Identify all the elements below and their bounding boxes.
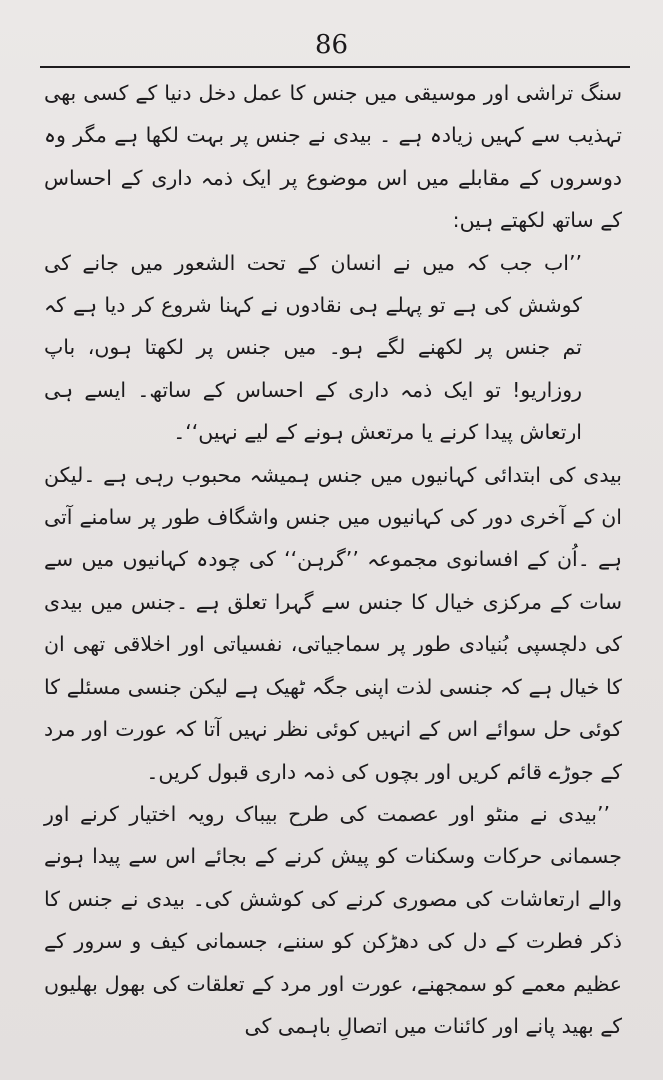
paragraph-comparison: ’’بیدی نے منٹو اور عصمت کی طرح بیباک رویہ اختیار کرنے اور جسمانی حرکات وسکنات کو پیش کرنے کے بجائے اس سے پیدا ہونے والے ارتعاشات کی مصوری کرنے کی کوشش کی۔ بیدی نے جنس کا ذکر فطرت کے دل کی دھڑکن کو سننے، جسمانی کیف و سرور کے عظیم معمے کو سمجھنے، عورت اور مرد کے تعلقات کی بھول بھلیوں کے بھید پانے اور کائنات میں اتصالِ باہمی کی — [44, 801, 622, 1038]
page-number: 86 — [314, 30, 349, 60]
paragraph-intro: سنگ تراشی اور موسیقی میں جنس کا عمل دخل دنیا کے کسی بھی تہذیب سے کہیں زیادہ ہے ۔ بیدی نے جنس پر بہت لکھا ہے مگر وہ دوسروں کے مقابلے میں اس موضوع پر ایک ذمہ داری کے احساس کے ساتھ لکھتے ہیں: — [44, 81, 622, 233]
page-text — [44, 72, 622, 1047]
paragraph-early-stories: بیدی کی ابتدائی کہانیوں میں جنس ہمیشہ محبوب رہی ہے ۔لیکن ان کے آخری دور کی کہانیوں میں جنس واشگاف طور پر سامنے آتی ہے ۔اُن کے افسانوی مجموعہ ’’گرہن‘‘ کی چودہ کہانیوں میں سے سات کے مرکزی خیال کا جنس سے گہرا تعلق ہے ۔جنس میں بیدی کی دلچسپی بُنیادی طور پر سماجیاتی، نفسیاتی اور اخلاقی تھی ان کا خیال ہے کہ جنسی لذت اپنی جگہ ٹھیک ہے لیکن جنسی مسئلے کا کوئی حل سوائے اس کے انہیں کوئی نظر نہیں آتا کہ عورت اور مرد کے جوڑے قائم کریں اور بچوں کی ذمہ داری قبول کریں۔ — [44, 462, 622, 784]
block-quote: ’’اب جب کہ میں نے انسان کے تحت الشعور میں جانے کی کوشش کی ہے تو پہلے ہی نقادوں نے کہنا شروع کر دیا ہے کہ تم جنس پر لکھنے لگے ہو۔ میں جنس پر لکھتا ہوں، باپ روزاریو! تو ایک ذمہ داری کے احساس کے ساتھ۔ ایسے ہی ارتعاش پیدا کرنے یا مرتعش ہونے کے لیے نہیں‘‘۔ — [44, 250, 582, 445]
header-rule — [40, 66, 630, 68]
